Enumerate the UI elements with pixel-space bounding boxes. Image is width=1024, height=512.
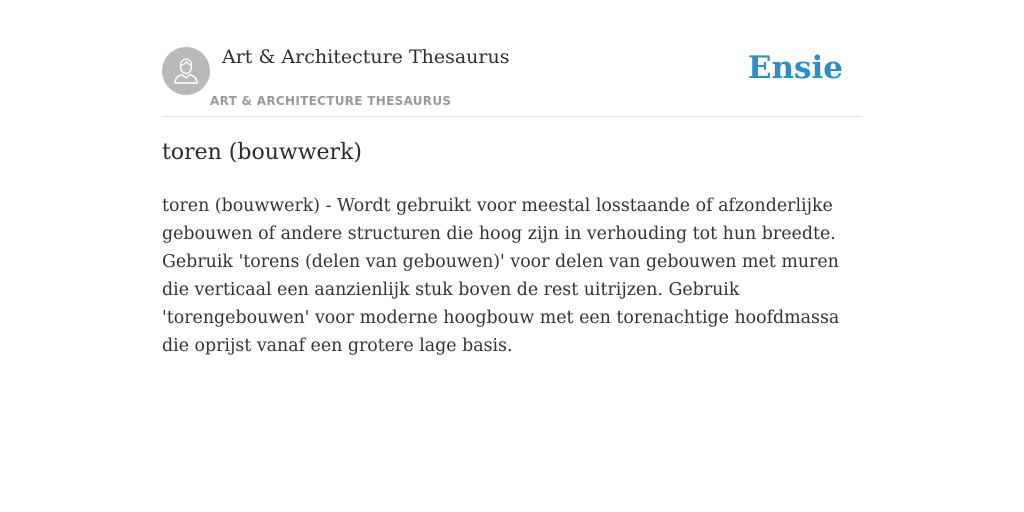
author-subtitle: ART & ARCHITECTURE THESAURUS xyxy=(210,94,452,108)
entry-definition: toren (bouwwerk) - Wordt gebruikt voor meestal losstaande of afzonderlijke gebouwen of andere structuren die hoog zijn in verhouding tot hun breedte. Gebruik 'torens (delen van gebouwen)' voor delen van gebouwen met muren die verticaal een aanzienlijk stuk boven de rest uitrijzen. Gebruik 'torengebouwen' voor moderne hoogbouw met een torenachtige hoofdmassa die oprijst vanaf een grotere lage basis. xyxy=(162,196,840,356)
ensie-logo[interactable]: Ensie xyxy=(747,50,843,86)
author-header xyxy=(162,0,862,117)
author-avatar[interactable] xyxy=(162,47,210,95)
user-avatar-icon xyxy=(162,47,210,95)
author-name-link[interactable]: Art & Architecture Thesaurus xyxy=(222,46,510,68)
entry-title: toren (bouwwerk) xyxy=(162,140,362,165)
